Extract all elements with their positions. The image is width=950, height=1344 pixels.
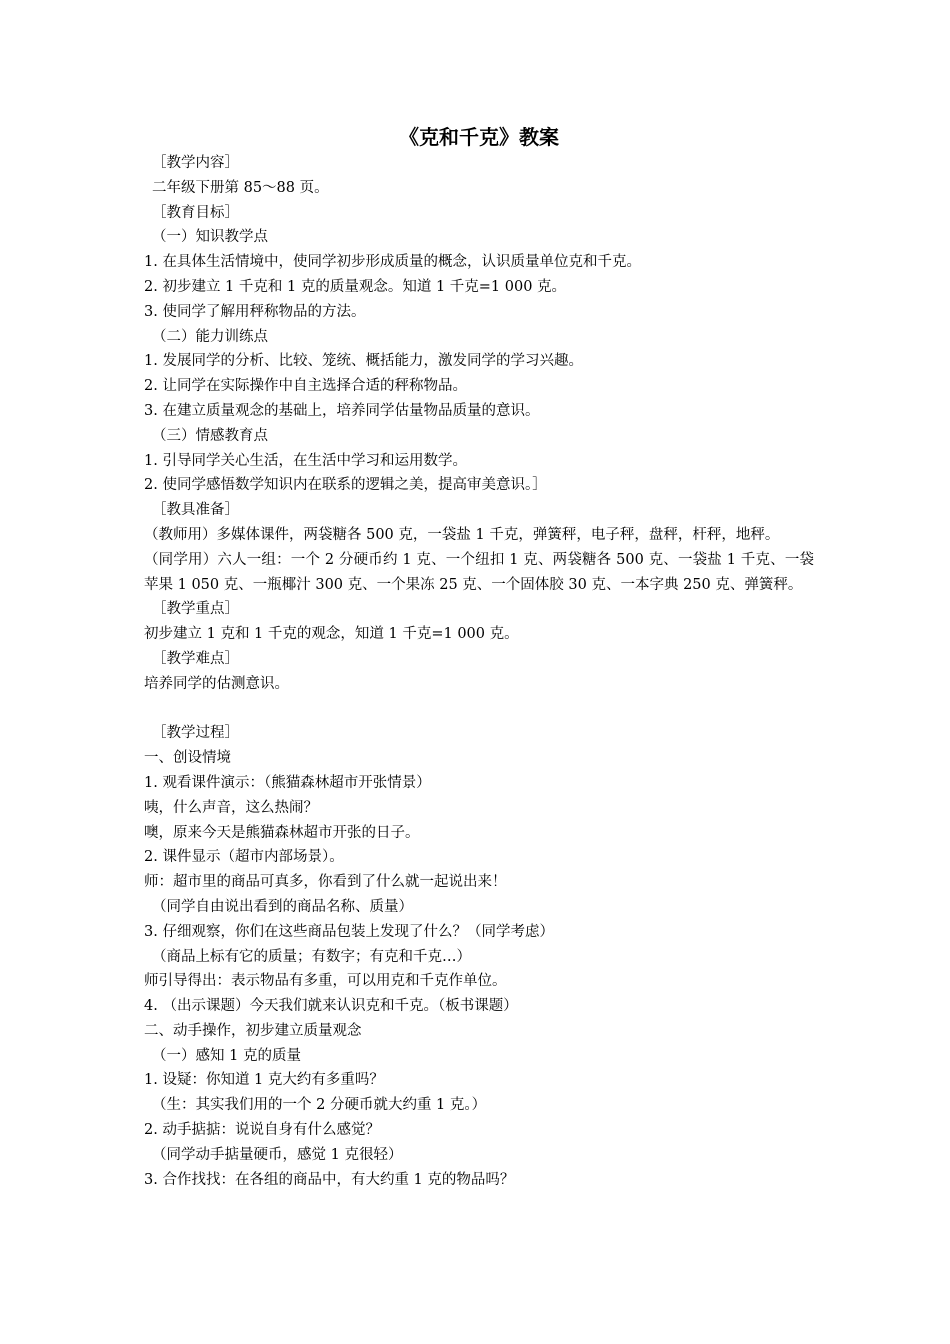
paragraph-line: 3. 仔细观察，你们在这些商品包装上发现了什么？（同学考虑） [144,923,554,940]
paragraph-line: 2. 课件显示（超市内部场景）。 [144,849,344,866]
list-item: 3. 使同学了解用秤称物品的方法。 [144,303,366,320]
paragraph-line: （同学自由说出看到的商品名称、质量） [152,898,413,915]
section-heading: ［教学重点］ [152,601,239,618]
paragraph-line: 4. （出示课题）今天我们就来认识克和千克。（板书课题） [144,998,518,1015]
paragraph-line: （商品上标有它的质量；有数字；有克和千克…） [152,948,471,965]
blank-line [144,697,814,722]
section-heading: ［教具准备］ [152,502,239,519]
list-item: 1. 发展同学的分析、比较、笼统、概括能力，激发同学的学习兴趣。 [144,353,583,370]
section-heading: ［教学难点］ [152,650,239,667]
paragraph-line: 1. 观看课件演示：（熊猫森林超市开张情景） [144,774,431,791]
section-heading: ［教学过程］ [152,725,239,742]
paragraph-line: （生：其实我们用的一个 2 分硬币就大约重 1 克。） [152,1097,487,1114]
paragraph-line: 初步建立 1 克和 1 千克的观念，知道 1 千克=1 000 克。 [144,626,519,643]
paragraph-line: 一、创设情境 [144,750,231,767]
paragraph-line: 3. 合作找找：在各组的商品中，有大约重 1 克的物品吗？ [144,1171,515,1188]
section-heading: ［教学内容］ [152,155,239,171]
page-title: 《克和千克》教案 [399,125,559,149]
list-item: 2. 初步建立 1 千克和 1 克的质量观念。知道 1 千克=1 000 克。 [144,278,567,295]
paragraph-student-tools: （同学用）六人一组：一个 2 分硬币约 1 克、一个纽扣 1 克、两袋糖各 500 克、一袋盐 1 千克、一袋苹果 1 050 克、一瓶椰汁 300 克、一个果冻 25 克、一个固体胶 30 克、一本字典 250 克、弹簧秤。 [144,551,814,593]
paragraph-line: 2. 动手掂掂：说说自身有什么感觉？ [144,1122,380,1139]
paragraph-line: 师引导得出：表示物品有多重，可以用克和千克作单位。 [144,973,507,990]
paragraph-line: 噢，原来今天是熊猫森林超市开张的日子。 [144,824,420,841]
subsection-heading: （二）能力训练点 [152,328,268,345]
paragraph-line: （同学动手掂量硬币，感觉 1 克很轻） [152,1146,403,1163]
list-item: 1. 引导同学关心生活，在生活中学习和运用数学。 [144,452,467,469]
paragraph-line: 师：超市里的商品可真多，你看到了什么就一起说出来！ [144,874,507,891]
document-body [144,123,814,1192]
paragraph-line: 二年级下册第 85～88 页。 [152,179,329,196]
list-item: 1. 在具体生活情境中，使同学初步形成质量的概念，认识质量单位克和千克。 [144,254,641,271]
paragraph-line: 培养同学的估测意识。 [144,675,289,692]
paragraph-line: 1. 设疑：你知道 1 克大约有多重吗？ [144,1072,384,1089]
list-item: 2. 使同学感悟数学知识内在联系的逻辑之美，提高审美意识。］ [144,477,547,494]
paragraph-line: 咦，什么声音，这么热闹？ [144,799,318,816]
section-heading: ［教育目标］ [152,204,239,221]
subsection-heading: （一）感知 1 克的质量 [152,1047,301,1064]
list-item: 2. 让同学在实际操作中自主选择合适的秤称物品。 [144,378,467,395]
list-item: 3. 在建立质量观念的基础上，培养同学估量物品质量的意识。 [144,402,540,419]
paragraph-teacher-tools: （教师用）多媒体课件，两袋糖各 500 克，一袋盐 1 千克，弹簧秤，电子秤，盘秤，杆秤，地秤。 [144,526,780,543]
subsection-heading: （三）情感教育点 [152,427,268,444]
subsection-heading: （一）知识教学点 [152,229,268,246]
paragraph-line: 二、动手操作，初步建立质量观念 [144,1022,362,1039]
